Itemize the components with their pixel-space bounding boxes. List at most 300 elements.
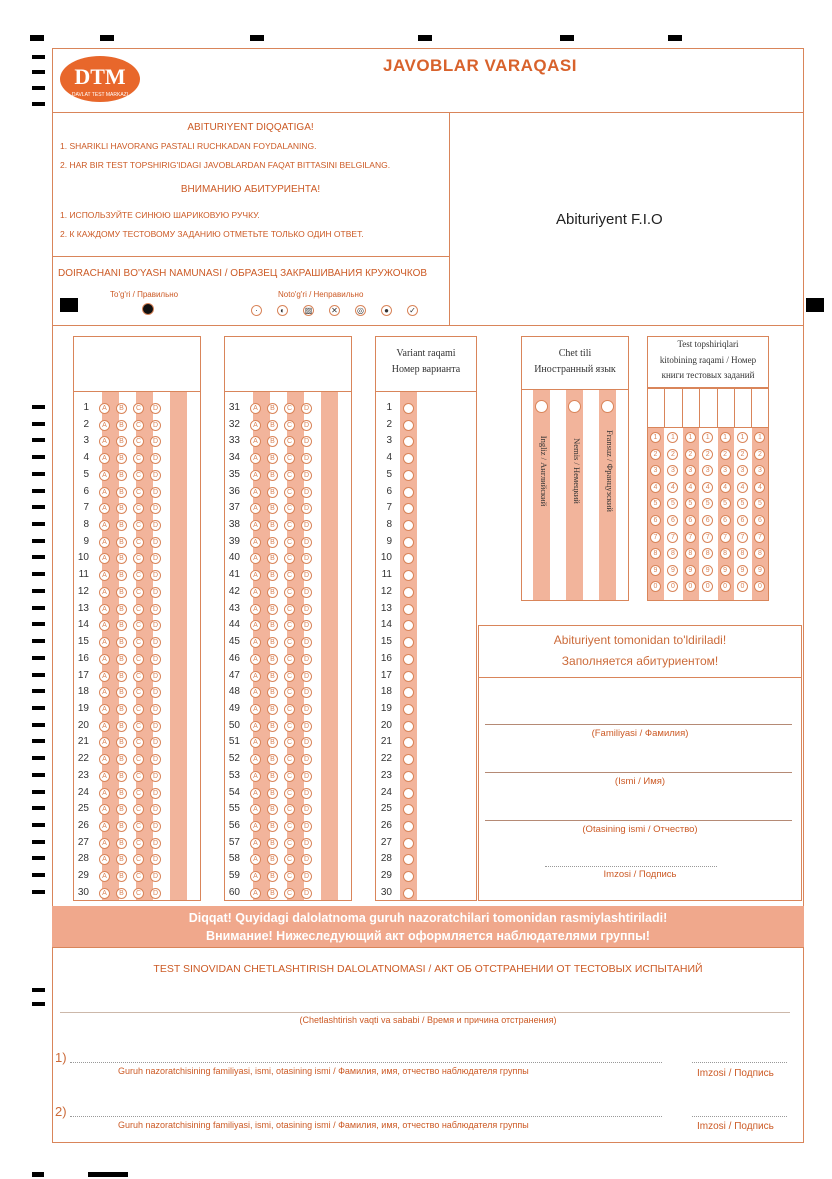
question-number: 17 xyxy=(77,669,89,681)
book-bubble: 8 xyxy=(737,548,748,559)
answer-bubble: D xyxy=(150,537,161,548)
answer-bubble: A xyxy=(99,503,110,514)
answer-bubble: D xyxy=(150,470,161,481)
answer-bubble: C xyxy=(133,570,144,581)
answer-bubble: A xyxy=(250,470,261,481)
variant-number: 6 xyxy=(386,485,392,497)
answer-bubble: B xyxy=(267,854,278,865)
supervisor-label-1: Guruh nazoratchisining familiyasi, ismi, otasining ismi / Фамилия, имя, отчество наблюдателя группы xyxy=(118,1066,529,1076)
book-bubble: 2 xyxy=(650,449,661,460)
answer-bubble: C xyxy=(284,721,295,732)
book-cell-divider xyxy=(699,388,700,428)
variant-number: 16 xyxy=(380,652,392,664)
book-bubble: 6 xyxy=(754,515,765,526)
book-bubble: 2 xyxy=(754,449,765,460)
variant-bubble xyxy=(403,721,414,732)
answer-bubble: C xyxy=(133,654,144,665)
answer-bubble: C xyxy=(133,821,144,832)
answer-bubble: D xyxy=(301,520,312,531)
timing-mark xyxy=(32,873,45,877)
logo-text: DTM xyxy=(74,64,126,89)
timing-mark xyxy=(32,773,45,777)
question-number: 37 xyxy=(228,502,240,514)
answer-bubble: C xyxy=(133,453,144,464)
timing-mark xyxy=(32,890,45,894)
answer-bubble: C xyxy=(284,671,295,682)
answer-bubble: A xyxy=(250,771,261,782)
book-cell-divider xyxy=(717,388,718,428)
timing-mark xyxy=(32,806,45,810)
question-number: 1 xyxy=(83,402,89,413)
timing-mark xyxy=(100,35,114,41)
answer-bubble: C xyxy=(284,854,295,865)
answer-bubble: C xyxy=(133,470,144,481)
answer-bubble: A xyxy=(250,838,261,849)
timing-mark xyxy=(560,35,574,41)
answer-bubble: D xyxy=(301,553,312,564)
answer-bubble: D xyxy=(150,771,161,782)
question-number: 11 xyxy=(78,569,89,581)
question-number: 9 xyxy=(83,535,89,547)
answer-bubble: B xyxy=(267,503,278,514)
answer-bubble: A xyxy=(250,637,261,648)
question-number: 33 xyxy=(228,435,240,447)
book-bubble: 1 xyxy=(720,432,731,443)
answer-bubble: C xyxy=(284,436,295,447)
timing-mark xyxy=(32,438,45,442)
answer-bubble: A xyxy=(99,671,110,682)
answer-bubble: A xyxy=(99,721,110,732)
variant-bubble xyxy=(403,637,414,648)
question-number: 41 xyxy=(228,569,240,581)
answer-bubble: C xyxy=(284,737,295,748)
answer-bubble: B xyxy=(116,771,127,782)
answer-bubble: D xyxy=(301,453,312,464)
book-bubble: 3 xyxy=(685,465,696,476)
answer-bubble: D xyxy=(301,587,312,598)
timing-mark xyxy=(32,505,45,509)
uz-instructions-heading: ABITURIYENT DIQQATIGA! xyxy=(187,122,314,133)
answer-bubble: D xyxy=(301,654,312,665)
correct-sample-bubble xyxy=(142,303,154,315)
ru-instruction-1: 1. ИСПОЛЬЗУЙТЕ СИНЮЮ ШАРИКОВУЮ РУЧКУ. xyxy=(60,210,260,220)
question-number: 28 xyxy=(77,853,89,865)
answer-bubble: A xyxy=(99,520,110,531)
variant-bubble xyxy=(403,604,414,615)
answer-bubble: B xyxy=(267,704,278,715)
answer-bubble: B xyxy=(116,721,127,732)
answer-bubble: B xyxy=(116,804,127,815)
answer-bubble: A xyxy=(250,888,261,899)
name-label: (Ismi / Имя) xyxy=(614,776,666,787)
supervisor-label-2: Guruh nazoratchisining familiyasi, ismi, otasining ismi / Фамилия, имя, отчество наблюдателя группы xyxy=(118,1120,529,1130)
answer-bubble: C xyxy=(284,403,295,414)
answer-bubble: A xyxy=(99,838,110,849)
book-cell-divider xyxy=(734,388,735,428)
wrong-sample-bubble: ◎ xyxy=(355,305,366,316)
timing-mark xyxy=(32,706,45,710)
answer-bubble: A xyxy=(99,604,110,615)
timing-mark xyxy=(32,606,45,610)
answer-bubble: B xyxy=(116,671,127,682)
answer-bubble: A xyxy=(250,721,261,732)
book-bubble: 0 xyxy=(754,581,765,592)
question-number: 43 xyxy=(228,602,240,614)
question-number: 22 xyxy=(77,753,89,765)
variant-bubble xyxy=(403,587,414,598)
question-number: 54 xyxy=(228,786,240,798)
answer-bubble: A xyxy=(250,804,261,815)
removal-act-frame xyxy=(52,947,804,1143)
variant-bubble xyxy=(403,788,414,799)
book-bubble: 7 xyxy=(720,532,731,543)
answer-bubble: C xyxy=(133,838,144,849)
variant-number: 28 xyxy=(380,853,392,865)
variant-number: 5 xyxy=(386,468,392,480)
question-number: 31 xyxy=(228,402,240,413)
answer-bubble: A xyxy=(99,687,110,698)
book-bubble: 8 xyxy=(685,548,696,559)
timing-mark xyxy=(32,572,45,576)
book-bubble: 6 xyxy=(685,515,696,526)
question-number: 27 xyxy=(77,836,89,848)
timing-mark xyxy=(32,756,45,760)
answer-bubble: A xyxy=(250,403,261,414)
answer-bubble: D xyxy=(150,654,161,665)
variant-number: 2 xyxy=(386,418,392,430)
answer-bubble: D xyxy=(150,487,161,498)
answer-bubble: B xyxy=(267,553,278,564)
answer-bubble: A xyxy=(99,821,110,832)
question-number: 44 xyxy=(228,619,240,631)
answer-bubble: A xyxy=(99,436,110,447)
book-bubble: 6 xyxy=(720,515,731,526)
supervisor-signature-1: Imzosi / Подпись xyxy=(697,1068,774,1079)
patronymic-label: (Otasining ismi / Отчество) xyxy=(582,824,698,835)
answer-bubble: B xyxy=(267,453,278,464)
answer-bubble: D xyxy=(150,671,161,682)
answer-bubble: B xyxy=(267,587,278,598)
answer-bubble: B xyxy=(267,771,278,782)
page-title: JAVOBLAR VARAQASI xyxy=(383,56,577,75)
question-number: 20 xyxy=(77,719,89,731)
question-number: 58 xyxy=(228,853,240,865)
answer-bubble: C xyxy=(284,804,295,815)
question-number: 59 xyxy=(228,870,240,882)
question-number: 18 xyxy=(77,686,89,698)
answer-bubble: D xyxy=(301,788,312,799)
variant-number: 30 xyxy=(380,886,392,898)
book-bubble: 9 xyxy=(754,565,765,576)
answer-bubble: D xyxy=(301,771,312,782)
answer-bubble: C xyxy=(133,671,144,682)
timing-mark xyxy=(806,298,824,312)
variant-number: 22 xyxy=(380,753,392,765)
question-number: 30 xyxy=(77,886,89,898)
question-number: 23 xyxy=(77,769,89,781)
answer-bubble: D xyxy=(150,604,161,615)
book-bubble: 0 xyxy=(685,581,696,592)
variant-number: 25 xyxy=(380,803,392,815)
answer-bubble: C xyxy=(133,403,144,414)
answer-bubble: C xyxy=(284,570,295,581)
answer-bubble: A xyxy=(99,737,110,748)
answer-bubble: C xyxy=(133,854,144,865)
answer-bubble: D xyxy=(150,804,161,815)
answer-bubble: C xyxy=(284,420,295,431)
answer-bubble: C xyxy=(133,737,144,748)
timing-mark xyxy=(32,1002,45,1006)
answer-bubble: C xyxy=(284,470,295,481)
answer-bubble: B xyxy=(116,420,127,431)
question-number: 40 xyxy=(228,552,240,564)
question-number: 2 xyxy=(83,418,89,430)
question-number: 8 xyxy=(83,519,89,531)
question-number: 19 xyxy=(77,702,89,714)
variant-bubble xyxy=(403,520,414,531)
question-number: 32 xyxy=(228,418,240,430)
answer-bubble: D xyxy=(150,436,161,447)
answer-bubble: B xyxy=(267,403,278,414)
answer-bubble: B xyxy=(116,470,127,481)
answer-bubble: D xyxy=(301,754,312,765)
book-bubble: 0 xyxy=(667,581,678,592)
answer-bubble: A xyxy=(250,620,261,631)
question-number: 4 xyxy=(83,452,89,464)
variant-bubble xyxy=(403,771,414,782)
timing-mark xyxy=(32,840,45,844)
answer-bubble: A xyxy=(99,587,110,598)
answer-bubble: A xyxy=(250,453,261,464)
question-number: 48 xyxy=(228,686,240,698)
answer-bubble: A xyxy=(250,587,261,598)
answer-bubble: C xyxy=(133,804,144,815)
answer-bubble: D xyxy=(301,871,312,882)
variant-bubble xyxy=(403,654,414,665)
book-bubble: 1 xyxy=(685,432,696,443)
variant-number: 18 xyxy=(380,686,392,698)
variant-number: 4 xyxy=(386,452,392,464)
variant-bubble xyxy=(403,537,414,548)
timing-mark xyxy=(32,522,45,526)
book-bubble: 4 xyxy=(754,482,765,493)
answer-bubble: D xyxy=(301,487,312,498)
book-bubble: 5 xyxy=(685,498,696,509)
language-label-uz: Chet tili xyxy=(558,348,592,359)
question-number: 3 xyxy=(83,435,89,447)
timing-mark xyxy=(32,555,45,559)
answer-bubble: D xyxy=(150,453,161,464)
answer-bubble: A xyxy=(250,687,261,698)
book-bubble: 3 xyxy=(737,465,748,476)
timing-mark xyxy=(32,622,45,626)
answer-bubble: B xyxy=(116,654,127,665)
answer-bubble: B xyxy=(267,804,278,815)
timing-mark xyxy=(668,35,682,41)
answer-bubble: B xyxy=(267,604,278,615)
answer-bubble: B xyxy=(267,737,278,748)
variant-bubble xyxy=(403,470,414,481)
timing-mark xyxy=(418,35,432,41)
answer-bubble: D xyxy=(150,871,161,882)
answer-bubble: B xyxy=(267,754,278,765)
answer-bubble: A xyxy=(250,553,261,564)
timing-mark xyxy=(32,86,45,90)
variant-bubble xyxy=(403,821,414,832)
question-number: 51 xyxy=(228,736,240,748)
answer-bubble: A xyxy=(99,470,110,481)
answer-bubble: C xyxy=(284,537,295,548)
timing-mark xyxy=(32,472,45,476)
book-bubble: 5 xyxy=(754,498,765,509)
answer-bubble: B xyxy=(116,403,127,414)
book-bubble: 5 xyxy=(737,498,748,509)
surname-label: (Familiyasi / Фамилия) xyxy=(591,728,689,739)
answer-bubble: A xyxy=(99,788,110,799)
answer-bubble: A xyxy=(99,553,110,564)
answer-bubble: C xyxy=(133,754,144,765)
answer-bubble: B xyxy=(116,520,127,531)
book-bubble: 8 xyxy=(702,548,713,559)
answer-bubble: D xyxy=(301,704,312,715)
answer-bubble: D xyxy=(150,737,161,748)
answer-bubble: C xyxy=(133,587,144,598)
book-bubble: 0 xyxy=(650,581,661,592)
timing-mark xyxy=(30,35,44,41)
question-number: 16 xyxy=(77,652,89,664)
variant-number: 20 xyxy=(380,719,392,731)
answer-bubble: C xyxy=(133,687,144,698)
book-bubble: 9 xyxy=(650,565,661,576)
book-bubble: 6 xyxy=(650,515,661,526)
variant-number: 9 xyxy=(386,535,392,547)
answer-bubble: C xyxy=(133,487,144,498)
answer-bubble: D xyxy=(301,620,312,631)
answer-bubble: B xyxy=(116,537,127,548)
answer-bubble: B xyxy=(116,754,127,765)
question-number: 13 xyxy=(77,602,89,614)
answer-bubble: C xyxy=(133,771,144,782)
answer-bubble: B xyxy=(116,888,127,899)
language-option-label: Nemis / Немецкий xyxy=(572,438,582,504)
answer-bubble: B xyxy=(267,470,278,481)
book-bubble: 6 xyxy=(737,515,748,526)
answer-bubble: C xyxy=(133,721,144,732)
timing-mark xyxy=(32,1172,44,1177)
timing-mark xyxy=(32,539,45,543)
correct-label: To'g'ri / Правильно xyxy=(110,290,179,299)
wrong-sample-bubble: ● xyxy=(381,305,392,316)
variant-bubble xyxy=(403,420,414,431)
answer-bubble: A xyxy=(99,453,110,464)
timing-mark xyxy=(32,739,45,743)
uz-instruction-2: 2. HAR BIR TEST TOPSHIRIG'IDAGI JAVOBLARDAN FAQAT BITTASINI BELGILANG. xyxy=(60,160,391,170)
variant-number: 26 xyxy=(380,820,392,831)
book-cell-divider xyxy=(682,388,683,428)
question-number: 56 xyxy=(228,820,240,831)
question-number: 60 xyxy=(228,886,240,898)
question-number: 6 xyxy=(83,485,89,497)
variant-number: 1 xyxy=(386,402,392,413)
answer-bubble: B xyxy=(116,604,127,615)
answer-bubble: B xyxy=(116,821,127,832)
answer-bubble: D xyxy=(150,420,161,431)
book-label-2: kitobining raqami / Номер xyxy=(659,355,757,365)
question-number: 35 xyxy=(228,468,240,480)
answer-bubble: C xyxy=(284,503,295,514)
answer-bubble: D xyxy=(150,620,161,631)
answer-bubble: D xyxy=(301,403,312,414)
book-bubble: 7 xyxy=(737,532,748,543)
answer-bubble: C xyxy=(133,436,144,447)
answer-bubble: C xyxy=(284,487,295,498)
question-number: 15 xyxy=(77,636,89,648)
variant-number: 12 xyxy=(380,585,392,597)
question-number: 53 xyxy=(228,769,240,781)
answer-bubble: A xyxy=(99,754,110,765)
answer-bubble: B xyxy=(267,871,278,882)
question-number: 34 xyxy=(228,452,240,464)
answer-bubble: C xyxy=(284,771,295,782)
book-bubble: 2 xyxy=(702,449,713,460)
answer-bubble: B xyxy=(116,737,127,748)
wrong-sample-bubble: · xyxy=(251,305,262,316)
variant-number: 7 xyxy=(386,502,392,514)
answer-bubble: D xyxy=(301,537,312,548)
book-bubble: 5 xyxy=(650,498,661,509)
book-bubble: 7 xyxy=(685,532,696,543)
answer-bubble: B xyxy=(267,436,278,447)
timing-mark xyxy=(32,723,45,727)
timing-mark xyxy=(32,589,45,593)
answer-bubble: B xyxy=(267,570,278,581)
applicant-heading-ru: Заполняется абитуриентом! xyxy=(561,654,719,668)
answer-bubble: C xyxy=(284,520,295,531)
answer-bubble: A xyxy=(250,520,261,531)
answer-bubble: D xyxy=(301,854,312,865)
answer-bubble: D xyxy=(301,687,312,698)
answer-bubble: B xyxy=(267,838,278,849)
timing-mark xyxy=(32,55,45,59)
banner-line-uz: Diqqat! Quyidagi dalolatnoma guruh nazoratchilari tomonidan rasmiylashtiriladi! xyxy=(188,911,668,925)
book-bubble: 5 xyxy=(667,498,678,509)
book-bubble: 2 xyxy=(737,449,748,460)
book-bubble: 1 xyxy=(702,432,713,443)
answer-bubble: C xyxy=(133,537,144,548)
book-bubble: 6 xyxy=(702,515,713,526)
banner-line-ru: Внимание! Нижеследующий акт оформляется наблюдателями группы! xyxy=(206,929,650,943)
variant-number: 21 xyxy=(380,736,392,748)
book-bubble: 4 xyxy=(720,482,731,493)
answer-bubble: D xyxy=(150,503,161,514)
book-bubble: 0 xyxy=(737,581,748,592)
book-bubble: 9 xyxy=(702,565,713,576)
book-bubble: 5 xyxy=(720,498,731,509)
wrong-sample-bubble: ▨ xyxy=(304,306,313,315)
answer-bubble: C xyxy=(284,838,295,849)
book-bubble: 7 xyxy=(650,532,661,543)
language-label-ru: Иностранный язык xyxy=(534,364,616,375)
variant-number: 27 xyxy=(380,836,392,848)
answer-bubble: B xyxy=(116,453,127,464)
book-bubble: 9 xyxy=(737,565,748,576)
answer-bubble: D xyxy=(301,821,312,832)
question-number: 52 xyxy=(228,753,240,765)
answer-bubble: D xyxy=(301,470,312,481)
answer-bubble: C xyxy=(133,503,144,514)
answer-bubble: C xyxy=(284,553,295,564)
answer-bubble: B xyxy=(267,721,278,732)
